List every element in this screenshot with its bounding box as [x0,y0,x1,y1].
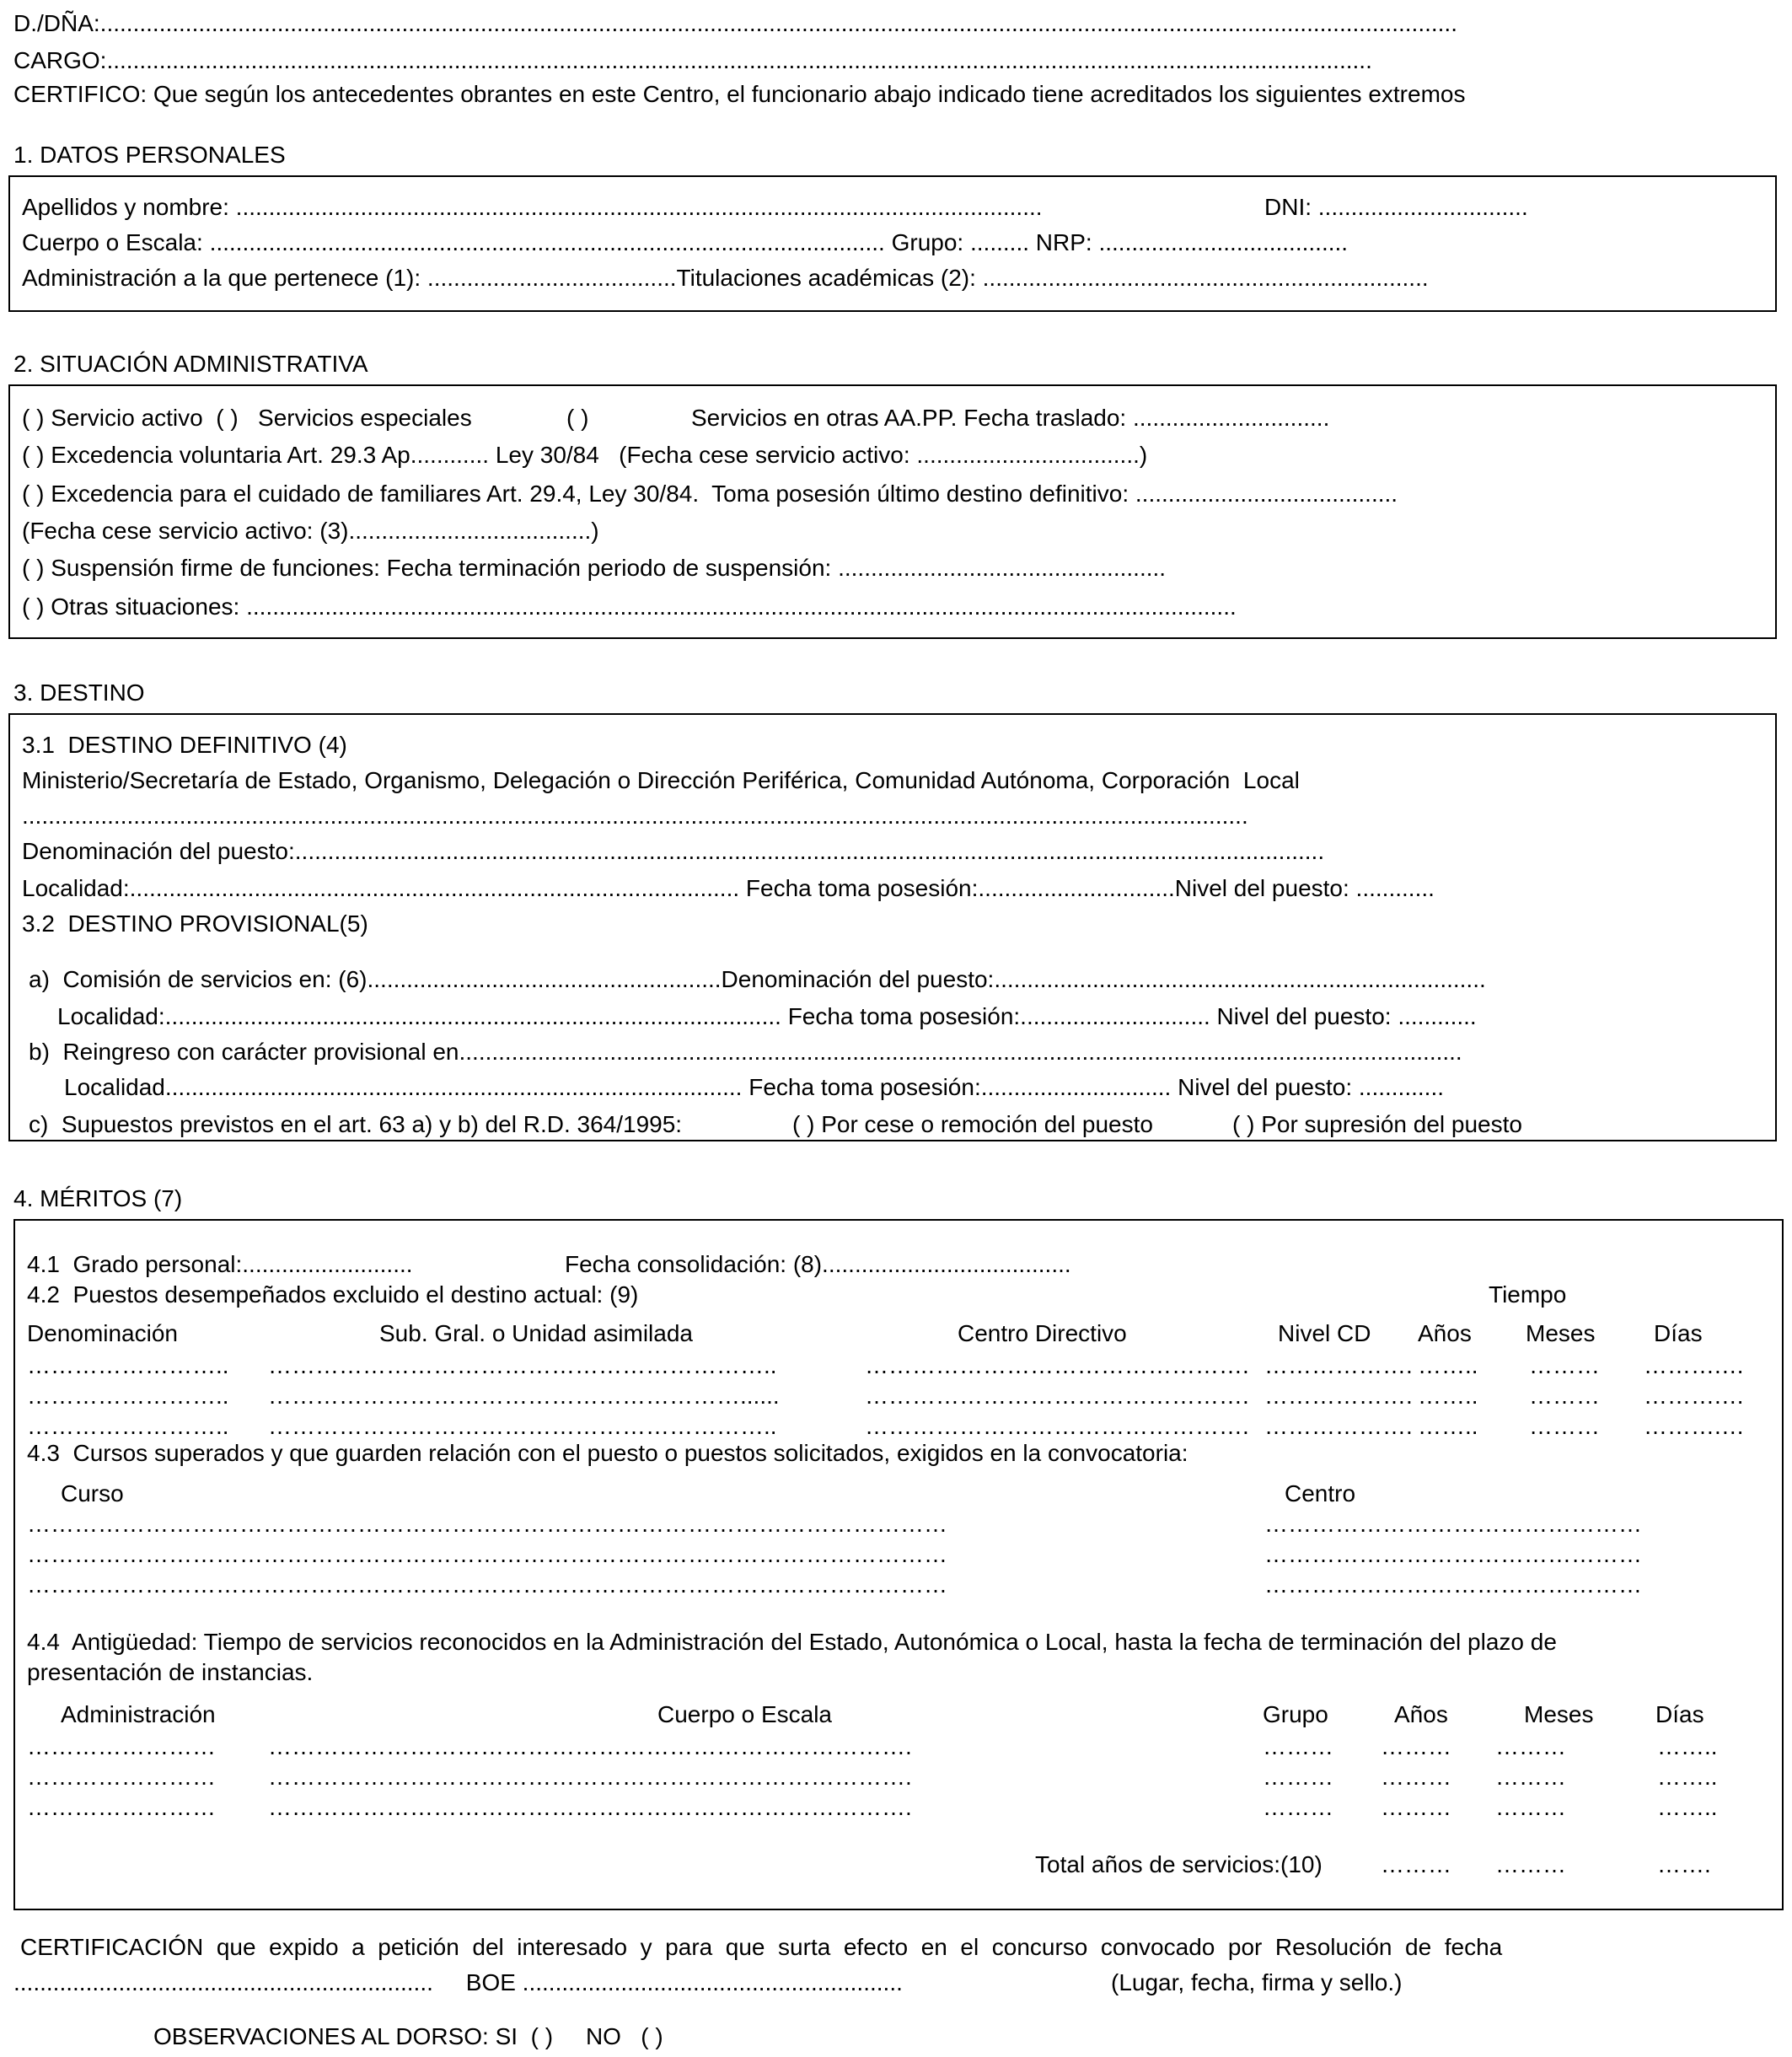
header-curso: Curso [61,1480,124,1506]
curso-centro-cell[interactable]: ………………………………………… [1264,1541,1642,1567]
section-4-title: 4. MÉRITOS (7) [13,1185,183,1211]
cese-remocion-option[interactable]: ( ) Por cese o remoción del puesto [792,1111,1153,1137]
fecha-consolidacion-field[interactable]: Fecha consolidación: (8)...................................... [565,1251,1071,1277]
curso-cell[interactable]: ……………………………………………………………………………………………………… [27,1541,947,1567]
puesto-subgral-cell[interactable]: ……………………………………………………….. [268,1352,777,1378]
total-dias-field[interactable]: ……. [1657,1851,1711,1877]
antig-cuerpo-cell[interactable]: ………………………………………………………………………. [268,1733,912,1759]
antig-dias-cell[interactable]: …….. [1657,1794,1718,1820]
puesto-denominacion-cell[interactable]: …………………….. [27,1413,229,1439]
resolucion-boe-field[interactable]: ................................................................ BOE .......................................................... [13,1969,903,1995]
supresion-option[interactable]: ( ) Por supresión del puesto [1232,1111,1522,1137]
localidad-comision-field[interactable]: Localidad:.............................................................................................. Fecha toma posesión:............................. Nivel del puesto: ............ [57,1003,1477,1029]
puesto-centro-cell[interactable]: …………………………………………. [865,1413,1249,1439]
puesto-nivel-cell[interactable]: ………………. [1264,1352,1413,1378]
puesto-anos-cell[interactable]: …….. [1418,1413,1478,1439]
antig-grupo-cell[interactable]: ……… [1263,1794,1333,1820]
header-dias: Días [1654,1320,1703,1346]
apellidos-field[interactable]: Apellidos y nombre: ........................................................................................................................... [22,194,1043,220]
section-1-title: 1. DATOS PERSONALES [13,142,286,168]
tiempo-label: Tiempo [1489,1281,1567,1308]
puesto-anos-cell[interactable]: …….. [1418,1383,1478,1409]
curso-cell[interactable]: ……………………………………………………………………………………………………… [27,1511,947,1537]
localidad-definitivo-field[interactable]: Localidad:............................................................................................. Fecha toma posesión:..............................Nivel del puesto: ............ [22,875,1435,901]
excedencia-familiares-option[interactable]: ( ) Excedencia para el cuidado de familiares Art. 29.4, Ley 30/84. Toma posesión último destino definitivo: ........................................ [22,481,1398,507]
antig-grupo-cell[interactable]: ……… [1263,1733,1333,1759]
otras-situaciones-option[interactable]: ( ) Otras situaciones: ....................................................................................................................................................... [22,593,1237,620]
dni-field[interactable]: DNI: ................................ [1264,194,1528,220]
ministerio-label: Ministerio/Secretaría de Estado, Organismo, Delegación o Dirección Periférica, Comunidad Autónoma, Corporación Local [22,767,1300,793]
antig-admin-cell[interactable]: …………………… [27,1764,216,1790]
puesto-centro-cell[interactable]: …………………………………………. [865,1383,1249,1409]
puesto-subgral-cell[interactable]: ……………………………………………………….. [268,1413,777,1439]
observaciones-dorso[interactable]: OBSERVACIONES AL DORSO: SI ( ) NO ( ) [153,2023,663,2049]
comision-servicios-field[interactable]: a) Comisión de servicios en: (6)......................................................Denominación del puesto:........................................................................... [29,966,1486,992]
certificacion-text: CERTIFICACIÓN que expido a petición del interesado y para que surta efecto en el concurso convocado por Resolución de fecha [20,1934,1503,1960]
header-meses-antig: Meses [1524,1701,1594,1727]
section-3-title: 3. DESTINO [13,679,145,706]
excedencia-voluntaria-option[interactable]: ( ) Excedencia voluntaria Art. 29.3 Ap............ Ley 30/84 (Fecha cese servicio activo: ..................................) [22,442,1148,468]
antig-cuerpo-cell[interactable]: ………………………………………………………………………. [268,1794,912,1820]
antig-admin-cell[interactable]: …………………… [27,1794,216,1820]
total-anos-field[interactable]: ……… [1381,1851,1451,1877]
antig-meses-cell[interactable]: ……… [1495,1733,1566,1759]
grado-personal-field[interactable]: 4.1 Grado personal:.......................... [27,1251,413,1277]
cargo-line[interactable]: CARGO:................................................................................................................................................................................................. [13,47,1372,73]
lugar-fecha-firma-label: (Lugar, fecha, firma y sello.) [1111,1969,1403,1995]
puesto-centro-cell[interactable]: …………………………………………. [865,1352,1249,1378]
puesto-dias-cell[interactable]: ……….… [1644,1352,1745,1378]
suspension-option[interactable]: ( ) Suspensión firme de funciones: Fecha terminación periodo de suspensión: .................................................. [22,555,1167,581]
administracion-field[interactable]: Administración a la que pertenece (1): ......................................Titulaciones académicas (2): .................................................................... [22,265,1429,291]
antig-meses-cell[interactable]: ……… [1495,1794,1566,1820]
puesto-denominacion-cell[interactable]: …………………….. [27,1383,229,1409]
dona-line[interactable]: D./DÑA:............................................................................................................................................................................................................... [13,10,1457,36]
antig-anos-cell[interactable]: ……… [1381,1764,1451,1790]
puesto-dias-cell[interactable]: ……….… [1644,1383,1745,1409]
puesto-nivel-cell[interactable]: ………………. [1264,1413,1413,1439]
antiguedad-title-1: 4.4 Antigüedad: Tiempo de servicios reconocidos en la Administración del Estado, Autonómica o Local, hasta la fecha de terminación del plazo de [27,1629,1557,1655]
header-cuerpo-escala: Cuerpo o Escala [657,1701,833,1727]
header-sub-gral: Sub. Gral. o Unidad asimilada [379,1320,693,1346]
header-anos-antig: Años [1394,1701,1448,1727]
curso-centro-cell[interactable]: ………………………………………… [1264,1511,1642,1537]
header-denominacion: Denominación [27,1320,178,1346]
header-administracion: Administración [61,1701,216,1727]
antig-anos-cell[interactable]: ……… [1381,1794,1451,1820]
antig-dias-cell[interactable]: …….. [1657,1733,1718,1759]
header-centro: Centro [1285,1480,1356,1506]
curso-centro-cell[interactable]: ………………………………………… [1264,1571,1642,1598]
certifico-text: CERTIFICO: Que según los antecedentes obrantes en este Centro, el funcionario abajo indicado tiene acreditados los siguientes extremos [13,81,1466,107]
puestos-title: 4.2 Puestos desempeñados excluido el destino actual: (9) [27,1281,639,1308]
antiguedad-title-2: presentación de instancias. [27,1659,314,1685]
reingreso-field[interactable]: b) Reingreso con carácter provisional en......................................................................................................................................................... [29,1039,1462,1065]
localidad-reingreso-field[interactable]: Localidad........................................................................................ Fecha toma posesión:............................. Nivel del puesto: ............. [64,1074,1445,1100]
antig-cuerpo-cell[interactable]: ………………………………………………………………………. [268,1764,912,1790]
total-meses-field[interactable]: ……… [1495,1851,1566,1877]
puesto-nivel-cell[interactable]: ………………. [1264,1383,1413,1409]
puesto-meses-cell[interactable]: ……… [1529,1352,1600,1378]
header-anos: Años [1418,1320,1472,1346]
otras-aapp-checkbox[interactable]: ( ) [566,405,589,431]
section-2-title: 2. SITUACIÓN ADMINISTRATIVA [13,351,368,377]
cuerpo-field[interactable]: Cuerpo o Escala: ....................................................................................................... Grupo: ......... NRP: ...................................... [22,229,1349,255]
antig-dias-cell[interactable]: …….. [1657,1764,1718,1790]
puesto-meses-cell[interactable]: ……… [1529,1383,1600,1409]
header-meses: Meses [1526,1320,1596,1346]
antig-admin-cell[interactable]: …………………… [27,1733,216,1759]
supuestos-label: c) Supuestos previstos en el art. 63 a) y b) del R.D. 364/1995: [29,1111,683,1137]
header-centro-directivo: Centro Directivo [958,1320,1127,1346]
destino-provisional-title: 3.2 DESTINO PROVISIONAL(5) [22,910,368,937]
otras-aapp-option[interactable]: Servicios en otras AA.PP. Fecha traslado: .............................. [691,405,1330,431]
header-grupo: Grupo [1263,1701,1328,1727]
total-servicios-label: Total años de servicios:(10) [1035,1851,1323,1877]
header-nivel-cd: Nivel CD [1278,1320,1371,1346]
antig-anos-cell[interactable]: ……… [1381,1733,1451,1759]
destino-definitivo-title: 3.1 DESTINO DEFINITIVO (4) [22,732,347,758]
puesto-subgral-cell[interactable]: ……………………………………………………...... [268,1383,780,1409]
antig-grupo-cell[interactable]: ……… [1263,1764,1333,1790]
ministerio-field[interactable]: ........................................................................................................................................................................................... [22,803,1248,829]
puesto-denominacion-cell[interactable]: …………………….. [27,1352,229,1378]
servicio-activo-option[interactable]: ( ) Servicio activo ( ) Servicios especiales [22,405,472,431]
header-dias-antig: Días [1655,1701,1704,1727]
curso-cell[interactable]: ……………………………………………………………………………………………………… [27,1571,947,1598]
puesto-meses-cell[interactable]: ……… [1529,1413,1600,1439]
cursos-title: 4.3 Cursos superados y que guarden relación con el puesto o puestos solicitados, exigidos en la convocatoria: [27,1440,1188,1466]
denominacion-puesto-field[interactable]: Denominación del puesto:............................................................................................................................................................. [22,838,1325,864]
fecha-cese-line[interactable]: (Fecha cese servicio activo: (3).....................................) [22,518,599,544]
puesto-dias-cell[interactable]: ……….… [1644,1413,1745,1439]
puesto-anos-cell[interactable]: …….. [1418,1352,1478,1378]
antig-meses-cell[interactable]: ……… [1495,1764,1566,1790]
